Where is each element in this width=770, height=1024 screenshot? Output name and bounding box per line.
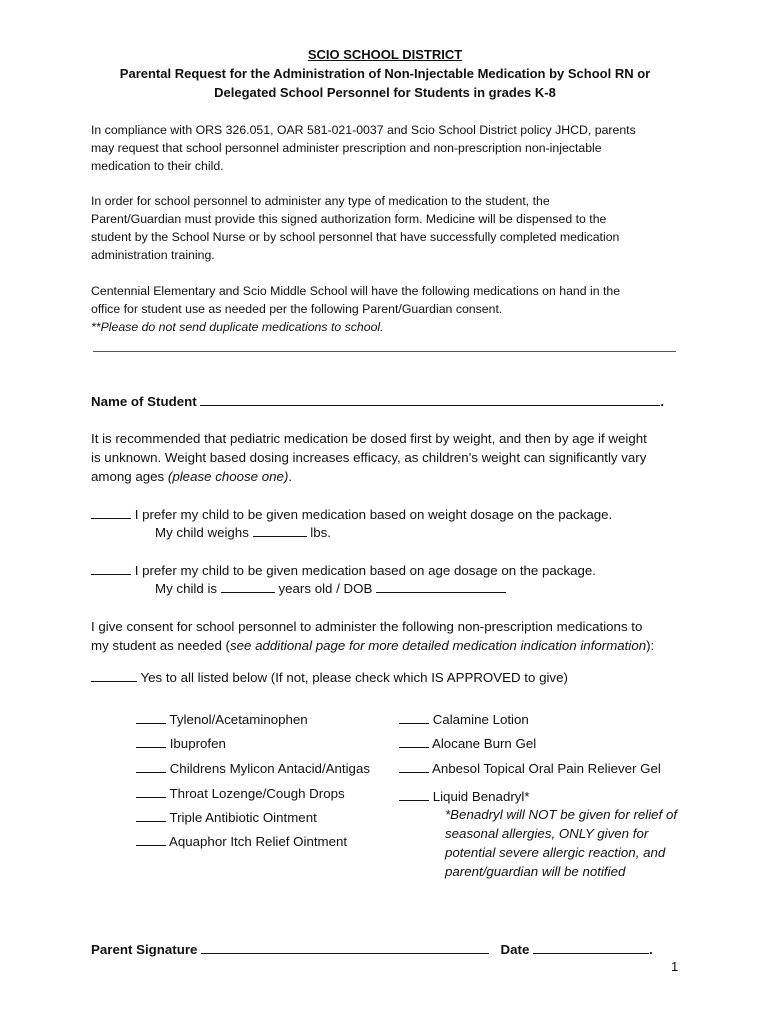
intro-p2-line: administration training.: [91, 248, 215, 262]
medication-label: Aquaphor Itch Relief Ointment: [168, 834, 348, 849]
benadryl-note-line: *Benadryl will NOT be given for relief of: [445, 807, 678, 822]
signature-end: .: [649, 942, 653, 957]
page-number: 1: [671, 959, 679, 974]
intro-p1-line: medication to their child.: [91, 159, 224, 173]
benadryl-note-line: potential severe allergic reaction, and: [445, 845, 666, 860]
benadryl-note: [445, 805, 677, 881]
medication-item: [399, 759, 661, 778]
intro-p2-line: In order for school personnel to administer any type of medication to the student, the: [91, 194, 550, 208]
age-dosage-check-field[interactable]: [91, 561, 131, 575]
date-label: Date: [500, 942, 530, 957]
age-dob-label: years old / DOB: [278, 581, 373, 596]
intro-paragraph-3: [91, 282, 620, 336]
medication-label: Calamine Lotion: [432, 712, 529, 727]
intro-p2-line: student by the School Nurse or by school personnel that have successfully completed medication: [91, 230, 620, 244]
choose-one-note: (please choose one): [167, 469, 289, 484]
consent-paragraph: [91, 617, 654, 655]
benadryl-note-line: seasonal allergies, ONLY given for: [445, 826, 649, 841]
section-divider: [93, 351, 676, 352]
weight-dosage-label: I prefer my child to be given medication based on weight dosage on the package.: [134, 507, 613, 522]
age-dosage-label: I prefer my child to be given medication based on age dosage on the package.: [134, 563, 596, 578]
duplicate-medication-note: **Please do not send duplicate medications to school.: [91, 320, 384, 334]
yes-to-all-label: Yes to all listed below (If not, please check which IS APPROVED to give): [140, 670, 568, 685]
intro-paragraph-2: [91, 192, 619, 264]
student-name-row: [91, 391, 664, 411]
weight-row: [155, 523, 331, 542]
intro-p1-line: In compliance with ORS 326.051, OAR 581-021-0037 and Scio School District policy JHCD, parents: [91, 123, 636, 137]
yes-to-all-option: [91, 668, 568, 687]
dosing-line: is unknown. Weight based dosing increases efficacy, as children's weight can significantly vary: [91, 450, 647, 465]
medication-label: Throat Lozenge/Cough Drops: [169, 786, 345, 801]
consent-line-2-text: my student as needed (: [91, 638, 230, 653]
student-name-field[interactable]: [200, 391, 660, 406]
intro-paragraph-1: [91, 121, 636, 175]
medication-item: [136, 784, 345, 803]
weight-field[interactable]: [253, 523, 307, 537]
medication-item: [399, 734, 536, 753]
district-name: SCIO SCHOOL DISTRICT: [307, 47, 463, 62]
medication-check-field[interactable]: [136, 710, 166, 724]
age-label: My child is: [155, 581, 218, 596]
medication-check-field[interactable]: [136, 808, 166, 822]
weight-dosage-option: [91, 505, 612, 524]
student-name-end: .: [660, 394, 665, 409]
medication-label: Triple Antibiotic Ointment: [169, 810, 317, 825]
medication-item: [399, 787, 530, 806]
medication-label: Anbesol Topical Oral Pain Reliever Gel: [431, 761, 661, 776]
date-field[interactable]: [533, 939, 649, 954]
medication-check-field[interactable]: [399, 787, 429, 801]
medication-label: Tylenol/Acetaminophen: [169, 712, 308, 727]
medication-check-field[interactable]: [399, 710, 429, 724]
signature-row: [91, 939, 653, 959]
medication-check-field[interactable]: [399, 734, 429, 748]
weight-unit: lbs.: [310, 525, 331, 540]
dosing-line-3-end: .: [288, 469, 293, 484]
parent-signature-label: Parent Signature: [91, 942, 198, 957]
consent-line-1: I give consent for school personnel to administer the following non-prescription medications to: [91, 619, 643, 634]
dosing-line-3: [91, 467, 647, 486]
medication-label: Ibuprofen: [169, 736, 226, 751]
dosing-line: It is recommended that pediatric medication be dosed first by weight, and then by age if weight: [91, 431, 647, 446]
medication-label: Alocane Burn Gel: [431, 736, 537, 751]
parent-signature-field[interactable]: [201, 939, 489, 954]
dosing-line-3-text: among ages: [91, 469, 168, 484]
age-row: [155, 579, 506, 598]
age-dosage-option: [91, 561, 596, 580]
weight-label: My child weighs: [155, 525, 249, 540]
medication-item: [399, 710, 529, 729]
yes-to-all-check-field[interactable]: [91, 668, 137, 682]
medication-check-field[interactable]: [136, 759, 166, 773]
additional-page-note: see additional page for more detailed medication indication information: [229, 638, 647, 653]
medication-item: [136, 759, 370, 778]
consent-line-2-end: ):: [646, 638, 655, 653]
medication-item: [136, 808, 317, 827]
medication-item: [136, 710, 308, 729]
dosing-paragraph: [91, 429, 647, 486]
weight-dosage-check-field[interactable]: [91, 505, 131, 519]
intro-p3-line: office for student use as needed per the following Parent/Guardian consent.: [91, 302, 503, 316]
student-name-label: Name of Student: [91, 394, 197, 409]
medication-item: [136, 832, 347, 851]
intro-p2-line: Parent/Guardian must provide this signed authorization form. Medicine will be dispensed to the: [91, 212, 607, 226]
intro-p3-line: Centennial Elementary and Scio Middle School will have the following medications on hand in the: [91, 284, 621, 298]
medication-label: Childrens Mylicon Antacid/Antigas: [169, 761, 370, 776]
medication-check-field[interactable]: [136, 832, 166, 846]
intro-p1-line: may request that school personnel administer prescription and non-prescription non-injectable: [91, 141, 602, 155]
medication-label: Liquid Benadryl*: [432, 789, 530, 804]
medication-item: [136, 734, 226, 753]
consent-line-2: [91, 636, 654, 655]
medication-check-field[interactable]: [136, 734, 166, 748]
dob-field[interactable]: [376, 579, 506, 593]
form-title-line-2: Delegated School Personnel for Students in grades K-8: [214, 85, 556, 100]
medication-check-field[interactable]: [399, 759, 429, 773]
benadryl-note-line: parent/guardian will be notified: [445, 864, 626, 879]
medication-check-field[interactable]: [136, 784, 166, 798]
age-field[interactable]: [221, 579, 275, 593]
form-title-line-1: Parental Request for the Administration of Non-Injectable Medication by School RN or: [119, 66, 651, 81]
